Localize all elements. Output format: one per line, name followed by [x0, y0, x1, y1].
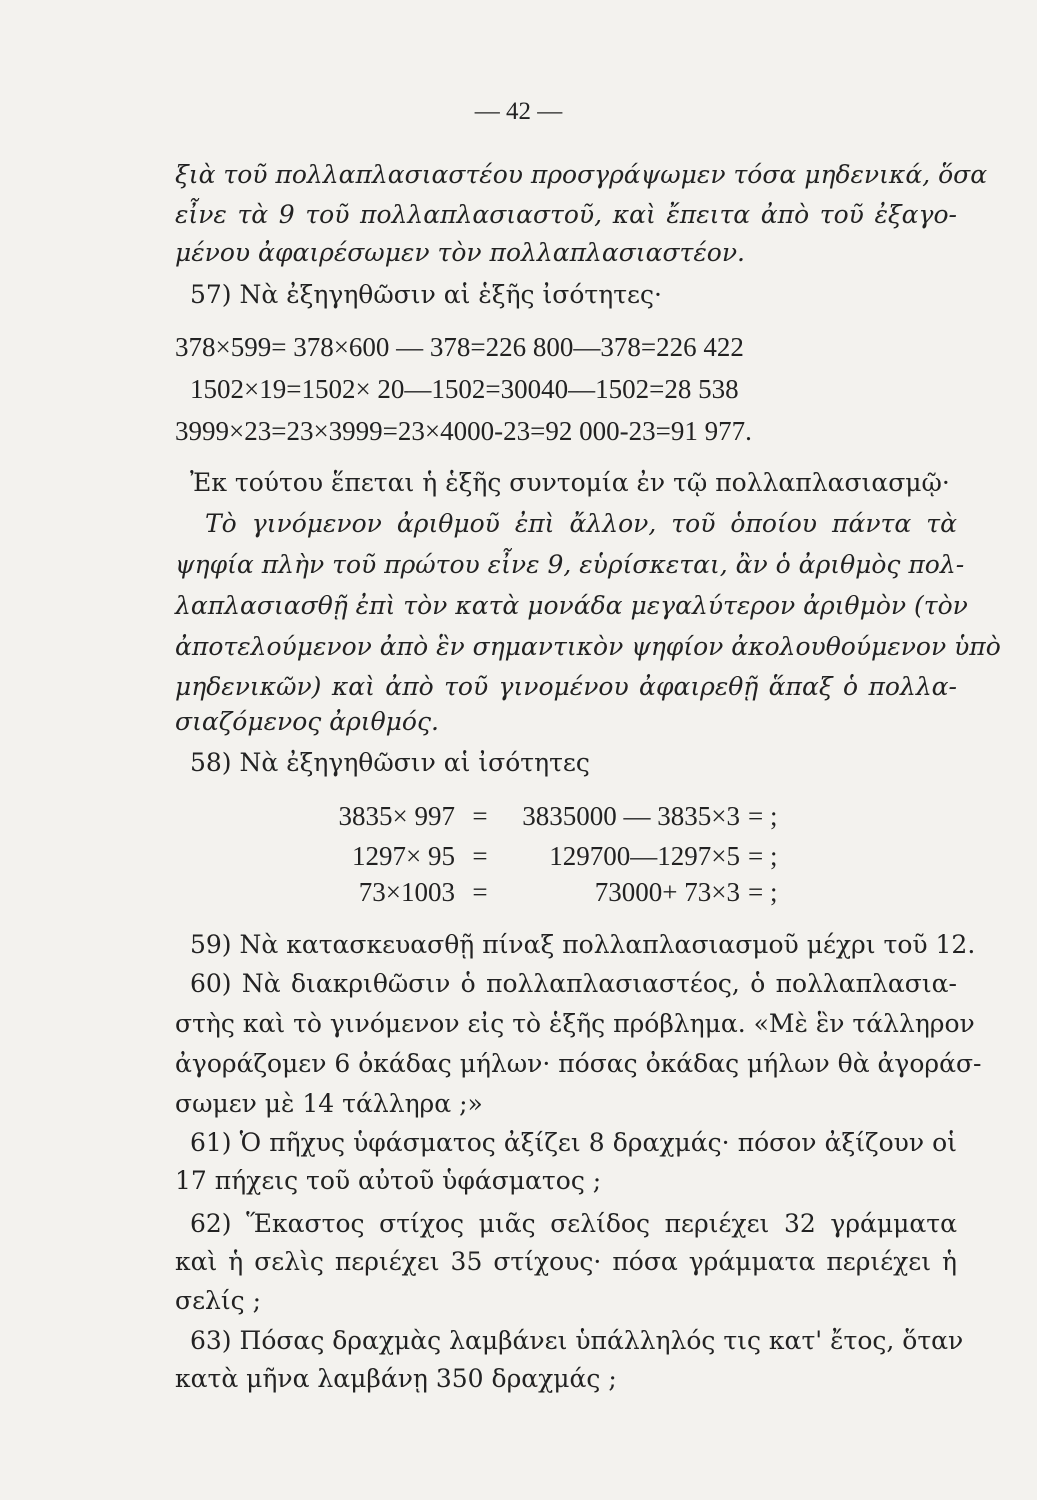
exercise-line: 60) Νὰ διακριθῶσιν ὁ πολλαπλασιαστέος, ὁ πολλαπλασια-: [190, 969, 957, 998]
ex58-row: [285, 874, 828, 910]
rule-line: ἀποτελούμενον ἀπὸ ἓν σημαντικὸν ψηφίον ἀκολουθούμενον ὑπὸ: [175, 632, 1001, 661]
exercise-line: 62) Ἕκαστος στίχος μιᾶς σελίδος περιέχει 32 γράμματα: [190, 1209, 957, 1238]
intro-line: ξιὰ τοῦ πολλαπλασιαστέου προσγράψωμεν τόσα μηδενικά, ὅσα: [175, 160, 988, 189]
rule-line: Ἐκ τούτου ἕπεται ἡ ἑξῆς συντομία ἐν τῷ πολλαπλασιασμῷ·: [190, 468, 950, 497]
ex58-row: [285, 798, 828, 834]
rule-line: μηδενικῶν) καὶ ἀπὸ τοῦ γινομένου ἀφαιρεθῇ ἅπαξ ὁ πολλα-: [175, 672, 957, 701]
ex58-right: 3835000 — 3835×3: [522, 801, 740, 831]
exercise-line: σελίς ;: [175, 1286, 262, 1315]
equality-line: 378×599= 378×600 — 378=226 800—378=226 422: [175, 332, 744, 362]
rule-line: Τὸ γινόμενον ἀριθμοῦ ἐπὶ ἄλλον, τοῦ ὁποίου πάντα τὰ: [205, 509, 957, 538]
exercise-line: στὴς καὶ τὸ γινόμενον εἰς τὸ ἑξῆς πρόβλημα. «Μὲ ἓν τάλληρον: [175, 1009, 975, 1038]
exercise-line: κατὰ μῆνα λαμβάνῃ 350 δραχμάς ;: [175, 1364, 617, 1393]
exercise-line: καὶ ἡ σελὶς περιέχει 35 στίχους· πόσα γράμματα περιέχει ἡ: [175, 1247, 957, 1276]
equality-line: 3999×23=23×3999=23×4000-23=92 000-23=91 977.: [175, 416, 752, 446]
ex58-left: 73×1003: [358, 877, 455, 907]
exercise-line: 61) Ὁ πῆχυς ὑφάσματος ἀξίζει 8 δραχμάς· πόσον ἀξίζουν οἱ: [190, 1128, 957, 1157]
rule-line: λαπλασιασθῇ ἐπὶ τὸν κατὰ μονάδα μεγαλύτερον ἀριθμὸν (τὸν: [175, 591, 968, 620]
page-number: — 42 —: [474, 98, 563, 125]
rule-line: σιαζόμενος ἀριθμός.: [175, 707, 439, 736]
exercise-57-heading: 57) Νὰ ἐξηγηθῶσιν αἱ ἑξῆς ἰσότητες·: [190, 280, 662, 309]
rule-line: ψηφία πλὴν τοῦ πρώτου εἶνε 9, εὑρίσκεται, ἂν ὁ ἀριθμὸς πολ-: [175, 550, 965, 579]
intro-line: εἶνε τὰ 9 τοῦ πολλαπλασιαστοῦ, καὶ ἔπειτα ἀπὸ τοῦ ἐξαγο-: [175, 200, 957, 229]
exercise-58-heading: 58) Νὰ ἐξηγηθῶσιν αἱ ἰσότητες: [190, 748, 590, 777]
ex58-end: = ;: [748, 801, 778, 831]
ex58-left: 1297× 95: [352, 841, 455, 871]
exercise-line: ἀγοράζομεν 6 ὀκάδας μήλων· πόσας ὀκάδας μήλων θὰ ἀγοράσ-: [175, 1049, 982, 1078]
ex58-equals: =: [472, 841, 488, 871]
exercise-line: 59) Νὰ κατασκευασθῇ πίναξ πολλαπλασιασμοῦ μέχρι τοῦ 12.: [190, 930, 976, 959]
intro-line: μένου ἀφαιρέσωμεν τὸν πολλαπλασιαστέον.: [175, 238, 745, 267]
exercise-line: σωμεν μὲ 14 τάλληρα ;»: [175, 1089, 483, 1118]
equality-line: 1502×19=1502× 20—1502=30040—1502=28 538: [190, 374, 739, 404]
ex58-left: 3835× 997: [338, 801, 455, 831]
ex58-equals: =: [472, 801, 488, 831]
exercise-line: 63) Πόσας δραχμὰς λαμβάνει ὑπάλληλός τις κατ' ἔτος, ὅταν: [190, 1326, 964, 1355]
exercise-line: 17 πήχεις τοῦ αὐτοῦ ὑφάσματος ;: [175, 1166, 602, 1195]
ex58-right: 73000+ 73×3: [594, 877, 740, 907]
ex58-end: = ;: [748, 877, 778, 907]
ex58-right: 129700—1297×5: [549, 841, 740, 871]
ex58-row: [285, 838, 828, 874]
ex58-equals: =: [472, 877, 488, 907]
ex58-end: = ;: [748, 841, 778, 871]
